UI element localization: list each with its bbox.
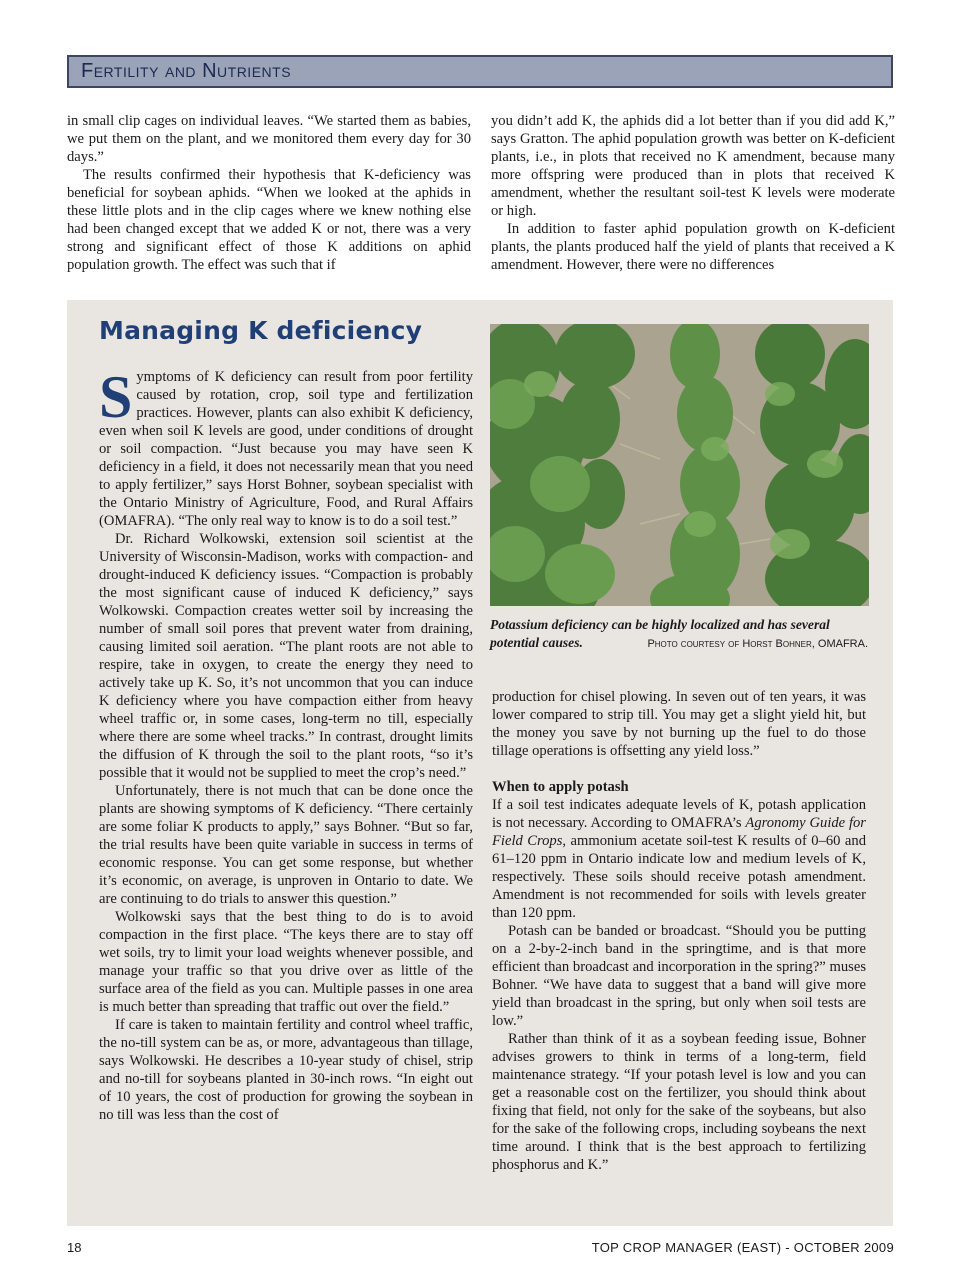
publication-title: Agronomy Guide for Field Crops (492, 815, 866, 849)
sidebar-right-column (492, 688, 866, 1174)
paragraph: Dr. Richard Wolkowski, extension soil scientist at the University of Wisconsin-Madison, works with compaction- and drought-induced K deficiency issues. “Compaction is probably the most significant cause of induced K deficiency,” says Wolkowski. Compaction creates wetter soil by increasing the number of small soil pores that prevent water from draining, causing limited soil aeration. “The plant roots are not able to respire, take in oxygen, to create the energy they need to actively take up K. So, it’s not uncommon that you can induce K deficiency where you have compaction either from heavy wheel traffic or, in some cases, long-term no till, especially where there are some wheel tracks.” In contrast, drought limits the diffusion of K through the soil to the plant roots, “so it’s possible that it would not be supplied to meet the crop’s need.” (99, 531, 473, 781)
paragraph: Wolkowski says that the best thing to do is to avoid compaction in the first place. “The keys there are to stay off wet soils, try to limit your load weights whenever possible, and manage your traffic so that you drive over as little of the surface area of the field as you can. Multiple passes in one area is much better than spreading that traffic out over the field.” (99, 909, 473, 1015)
top-right-column (491, 112, 895, 274)
sidebar-box (67, 300, 893, 1226)
soybean-field-photo (490, 324, 869, 606)
section-header-bar (67, 55, 893, 88)
drop-cap: S (99, 364, 133, 430)
section-title: Fertility and Nutrients (81, 60, 292, 82)
sidebar-left-column (99, 364, 473, 1124)
paragraph: Rather than think of it as a soybean feeding issue, Bohner advises growers to think in terms of a long-term, field maintenance strategy. “If your potash level is low and you can get a reasonable cost on the fertilizer, you should think about fixing that field, not only for the sake of the soybeans, but also for the sake of the following crops, including soybeans the next time around. I think that is the best approach to fertilizing phosphorus and K.” (492, 1031, 866, 1173)
paragraph: Unfortunately, there is not much that can be done once the plants are showing symptoms of K deficiency. “There certainly are some foliar K products to apply,” says Bohner. “But so far, the trial results have been quite variable in success in terms of economic response. You can get some response, but whether it’s economic, on average, is unproven in Ontario to date. We are continuing to do trials to answer this question.” (99, 783, 473, 907)
paragraph: you didn’t add K, the aphids did a lot better than if you did add K,” says Gratton. The aphid population growth was better on K-deficient plants, i.e., in plots that received no K amendment, because many more offspring were produced than in plots that received K amendment, whether the resultant soil-test K levels were moderate or high. (491, 113, 895, 219)
page-number: 18 (67, 1240, 82, 1255)
paragraph: Potash can be banded or broadcast. “Should you be putting on a 2-by-2-inch band in the springtime, and is that more efficient than broadcast and incorporation in the spring?” muses Bohner. “We have data to suggest that a band will give more yield than broadcast in the spring, but only when soil tests are low.” (492, 923, 866, 1029)
paragraph: In addition to faster aphid population growth on K-deficient plants, the plants produced half the yield of plants that received a K amendment. However, there were no differences (491, 221, 895, 273)
top-left-column (67, 112, 471, 274)
paragraph (99, 364, 473, 530)
caption-text: Potassium deficiency can be highly localized and has several potential causes. (490, 617, 830, 650)
paragraph-text: , ammonium acetate soil-test K results of 0–60 and 61–120 ppm in Ontario indicate low and medium levels of K, respectively. These soils should receive potash amendment. Amendment is not recommended for soils with levels greater than 120 ppm. (492, 833, 866, 921)
paragraph: The results confirmed their hypothesis that K-deficiency was beneficial for soybean aphids. “When we looked at the aphids in these little plots and in the clip cages where we knew nothing else had been changed except that we added K or not, there was a very strong and significant effect of those K additions on aphid population growth. The effect was such that if (67, 167, 471, 273)
publication-footer: TOP CROP MANAGER (EAST) - OCTOBER 2009 (591, 1240, 894, 1255)
paragraph-text: If a soil test indicates adequate levels of K, potash application is not necessary. According to OMAFRA’s (492, 797, 866, 831)
subheading: When to apply potash (492, 779, 629, 795)
paragraph: in small clip cages on individual leaves. “We started them as babies, we put them on the plant, and we monitored them every day for 30 days.” (67, 113, 471, 165)
paragraph: If care is taken to maintain fertility and control wheel traffic, the no-till system can be as, or more, advantageous than tillage, says Wolkowski. He describes a 10-year study of chisel, strip and no-till for soybeans planted in 30-inch rows. “In eight out of 10 years, the cost of production for growing the soybean in no till was less than the cost of (99, 1017, 473, 1123)
paragraph (492, 796, 866, 922)
paragraph-text: ymptoms of K deficiency can result from poor fertility caused by rotation, crop, soil type and fertilization practices. However, plants can also exhibit K deficiency, even when soil K levels are good, under conditions of drought or soil compaction. “Just because you may have seen K deficiency in a field, it does not necessarily mean that you need to apply fertilizer,” says Horst Bohner, soybean specialist with the Ontario Ministry of Agriculture, Food, and Rural Affairs (OMAFRA). “The only real way to know is to do a soil test.” (99, 369, 473, 529)
photo-caption (490, 616, 868, 653)
photo-credit: Photo courtesy of Horst Bohner, OMAFRA. (647, 638, 868, 650)
paragraph: production for chisel plowing. In seven out of ten years, it was lower compared to strip till. You may get a slight yield hit, but the money you save by not burning up the fuel to do those tillage operations is offsetting any yield loss.” (492, 689, 866, 759)
sidebar-title: Managing K deficiency (99, 316, 423, 345)
